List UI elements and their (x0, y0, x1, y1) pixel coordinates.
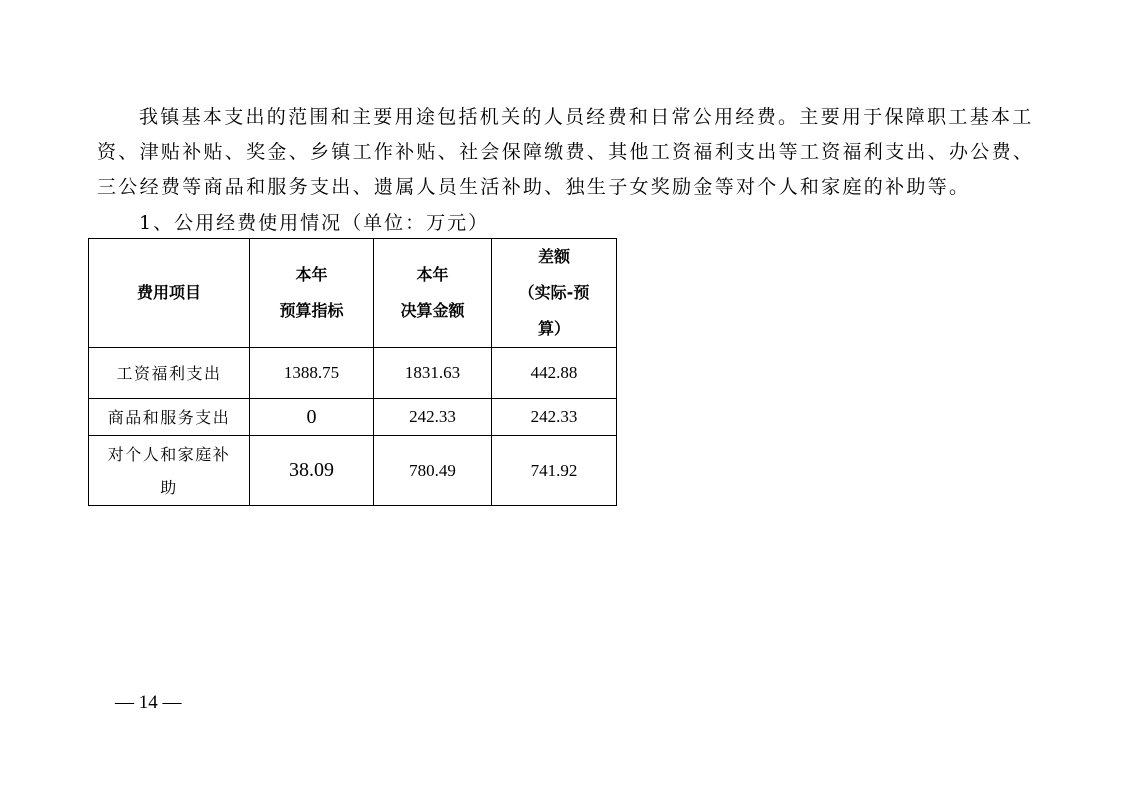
paragraph-line-1: 我镇基本支出的范围和主要用途包括机关的人员经费和日常公用经费。主要用于保障职工基本工 (139, 106, 1034, 128)
header-diff-line-3: 算） (537, 319, 570, 338)
row-actual-cell: 1831.63 (374, 348, 492, 399)
row-item-cell: 商品和服务支出 (89, 399, 250, 436)
row-item-line-1: 对个人和家庭补 (107, 444, 231, 464)
header-budget-line-1: 本年 (295, 265, 328, 284)
header-actual-line-2: 决算金额 (400, 301, 465, 320)
table-caption: 1、公用经费使用情况（单位：万元） (139, 212, 490, 234)
header-diff-line-1: 差额 (537, 247, 570, 266)
row-budget-cell: 38.09 (250, 436, 374, 506)
table-header-row (89, 239, 617, 348)
row-budget-cell: 0 (250, 399, 374, 436)
body-paragraph (97, 100, 1037, 205)
row-actual-cell: 780.49 (374, 436, 492, 506)
header-actual-line-1: 本年 (416, 265, 449, 284)
header-item-label: 费用项目 (136, 283, 201, 302)
row-budget-cell: 1388.75 (250, 348, 374, 399)
header-actual (374, 239, 492, 348)
expense-table (88, 238, 617, 506)
header-budget (250, 239, 374, 348)
row-diff-cell: 741.92 (492, 436, 617, 506)
table-row (89, 348, 617, 399)
row-item-cell: 工资福利支出 (89, 348, 250, 399)
table-row (89, 436, 617, 506)
row-item-cell (89, 436, 250, 506)
row-actual-cell: 242.33 (374, 399, 492, 436)
paragraph-line-2: 资、津贴补贴、奖金、乡镇工作补贴、社会保障缴费、其他工资福利支出等工资福利支出、办公费、 (97, 141, 1035, 163)
header-diff (492, 239, 617, 348)
header-item (89, 239, 250, 348)
row-item-line-2: 助 (160, 477, 178, 497)
row-diff-cell: 242.33 (492, 399, 617, 436)
header-budget-line-2: 预算指标 (279, 301, 344, 320)
header-diff-line-2: （实际-预 (518, 283, 590, 302)
table-row (89, 399, 617, 436)
row-diff-cell: 442.88 (492, 348, 617, 399)
page-number: — 14 — (115, 692, 182, 713)
paragraph-line-3: 三公经费等商品和服务支出、遗属人员生活补助、独生子女奖励金等对个人和家庭的补助等。 (97, 176, 971, 198)
